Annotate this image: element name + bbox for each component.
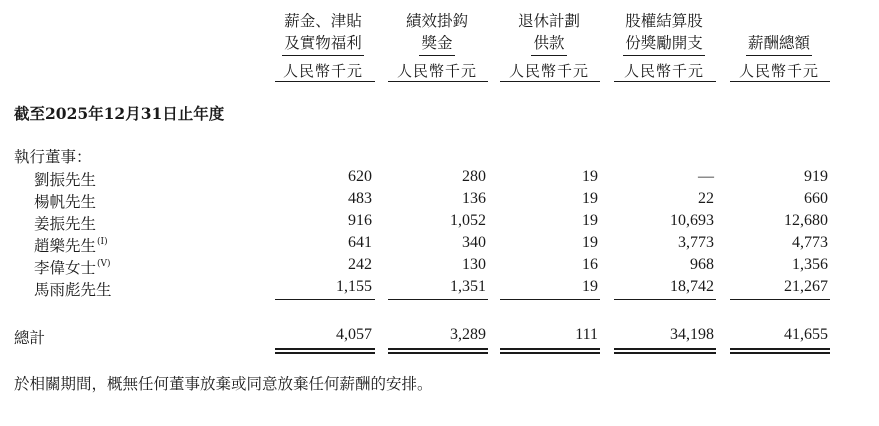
value-cell: 660 (804, 190, 828, 207)
director-name: 馬雨彪先生 (34, 281, 112, 299)
director-name: 劉振先生 (34, 171, 97, 189)
value-cell: 620 (348, 168, 372, 185)
col-header-bonus-line2: 獎金 (419, 32, 454, 56)
unit-total: 人民幣千元 (738, 62, 819, 80)
value-cell: 1,351 (450, 278, 486, 295)
subtotal-rule (275, 299, 375, 300)
unit-share: 人民幣千元 (623, 62, 704, 80)
value-cell: 3,773 (678, 234, 714, 251)
col-header-share-line2: 份獎勵開支 (623, 32, 705, 56)
value-cell: 19 (582, 278, 598, 295)
value-cell: 12,680 (784, 212, 828, 229)
col-header-total-line1 (728, 10, 830, 32)
section-label: 執行董事： (14, 148, 92, 166)
value-cell: 18,742 (670, 278, 714, 295)
value-cell: 16 (582, 256, 598, 273)
unit-underline (500, 81, 600, 82)
col-header-pension-line2: 供款 (531, 32, 566, 56)
unit-pension: 人民幣千元 (508, 62, 589, 80)
col-header-salary-line2: 及實物福利 (282, 32, 364, 56)
col-header-total (728, 10, 830, 56)
value-cell: 19 (582, 168, 598, 185)
unit-underline (614, 81, 716, 82)
col-header-pension (498, 10, 600, 56)
value-cell: 130 (462, 256, 486, 273)
col-header-share-line1: 股權結算股 (625, 12, 703, 30)
note-marker: (I) (97, 237, 108, 247)
unit-underline (388, 81, 488, 82)
total-value-cell: 41,655 (784, 326, 828, 343)
value-cell: 10,693 (670, 212, 714, 229)
value-cell: 919 (804, 168, 828, 185)
period-label: 截至2025年12月31日止年度 (14, 104, 225, 123)
value-cell: 22 (698, 190, 714, 207)
note-marker: (V) (97, 259, 111, 269)
unit-salary: 人民幣千元 (282, 62, 363, 80)
unit-bonus: 人民幣千元 (396, 62, 477, 80)
value-cell: 1,052 (450, 212, 486, 229)
value-cell: 136 (462, 190, 486, 207)
unit-underline (730, 81, 830, 82)
col-header-salary (272, 10, 374, 56)
col-header-salary-line1: 薪金、津貼 (284, 12, 362, 30)
value-cell: 19 (582, 190, 598, 207)
col-header-bonus-line1: 績效掛鈎 (405, 12, 468, 30)
value-cell: 916 (348, 212, 372, 229)
value-cell: 242 (348, 256, 372, 273)
value-cell: 1,356 (792, 256, 828, 273)
subtotal-rule (730, 299, 830, 300)
value-cell: 19 (582, 212, 598, 229)
value-cell: 19 (582, 234, 598, 251)
value-cell: 1,155 (336, 278, 372, 295)
value-cell: 340 (462, 234, 486, 251)
value-cell: 968 (690, 256, 714, 273)
value-cell: 483 (348, 190, 372, 207)
col-header-share (612, 10, 716, 56)
total-value-cell: 34,198 (670, 326, 714, 343)
value-cell: 641 (348, 234, 372, 251)
col-header-bonus (386, 10, 488, 56)
director-name: 趙樂先生$^{(I)}$ (34, 237, 108, 255)
director-name: 姜振先生 (34, 215, 97, 233)
total-value-cell: 111 (575, 326, 598, 343)
subtotal-rule (500, 299, 600, 300)
col-header-pension-line1: 退休計劃 (517, 12, 580, 30)
total-label: 總計 (14, 329, 46, 347)
subtotal-rule (614, 299, 716, 300)
value-cell: 21,267 (784, 278, 828, 295)
total-value-cell: 3,289 (450, 326, 486, 343)
value-cell: 4,773 (792, 234, 828, 251)
footnote: 於相關期間，概無任何董事放棄或同意放棄任何薪酬的安排。 (14, 375, 433, 393)
unit-underline (275, 81, 375, 82)
subtotal-rule (388, 299, 488, 300)
director-name: 李偉女士$^{(V)}$ (34, 259, 111, 277)
value-cell: — (698, 168, 714, 185)
director-name: 楊帆先生 (34, 193, 97, 211)
value-cell: 280 (462, 168, 486, 185)
col-header-total-line2: 薪酬總額 (746, 32, 812, 56)
total-value-cell: 4,057 (336, 326, 372, 343)
